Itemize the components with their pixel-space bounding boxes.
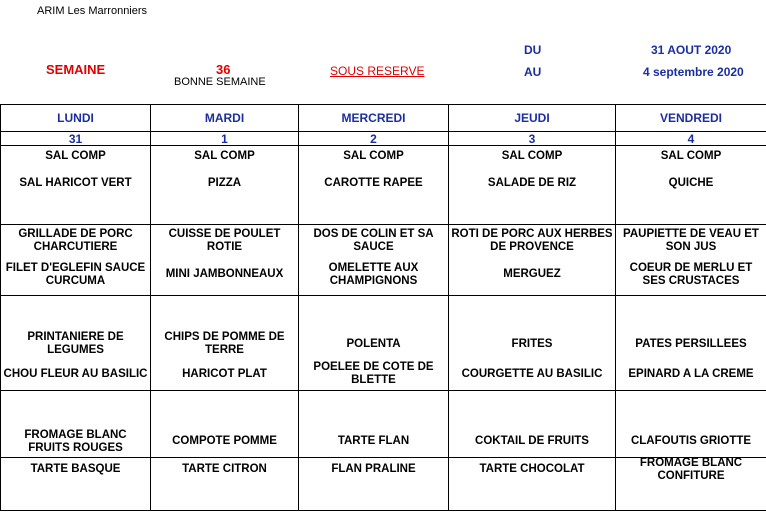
dessert-item: FLAN PRALINE — [331, 463, 416, 475]
dairy-item: COMPOTE POMME — [172, 435, 277, 447]
to-label: AU — [524, 65, 542, 79]
dairy-cell — [616, 391, 766, 458]
starter-item: SAL HARICOT VERT — [19, 177, 132, 189]
day-number: 31 — [1, 132, 151, 146]
main-dish-item: OMELETTE AUX CHAMPIGNONS — [328, 262, 419, 287]
side-dish-item: PATES PERSILLEES — [635, 338, 747, 350]
dessert-cell — [299, 458, 449, 511]
day-header: MERCREDI — [299, 105, 449, 132]
dairy-cell — [299, 391, 449, 458]
day-number: 4 — [616, 132, 766, 146]
dairy-cell — [1, 391, 151, 458]
day-number: 2 — [299, 132, 449, 146]
side-dish-item: COURGETTE AU BASILIC — [461, 368, 603, 380]
side-dish-item: EPINARD A LA CREME — [628, 368, 754, 380]
mains-cell — [299, 225, 449, 296]
main-dish-item: GRILLADE DE PORC CHARCUTIERE — [18, 228, 133, 253]
date-to: 4 septembre 2020 — [643, 65, 744, 79]
side-dish-item: HARICOT PLAT — [182, 368, 267, 380]
dairy-item: COKTAIL DE FRUITS — [475, 435, 589, 447]
mains-cell — [449, 225, 616, 296]
dessert-cell — [616, 458, 766, 511]
dairy-item: TARTE FLAN — [337, 435, 410, 447]
day-number: 1 — [151, 132, 299, 146]
dessert-item: TARTE BASQUE — [30, 463, 121, 475]
day-header: JEUDI — [449, 105, 616, 132]
dairy-item: FROMAGE BLANC FRUITS ROUGES — [24, 429, 127, 454]
starter-item: QUICHE — [668, 177, 714, 189]
day-number: 3 — [449, 132, 616, 146]
starters-cell — [616, 146, 766, 225]
mains-cell — [151, 225, 299, 296]
main-dish-item: COEUR DE MERLU ET SES CRUSTACES — [629, 262, 753, 287]
starter-item: SAL COMP — [501, 150, 563, 162]
dairy-item: CLAFOUTIS GRIOTTE — [630, 435, 752, 447]
dessert-cell — [1, 458, 151, 511]
week-type: BONNE SEMAINE — [174, 76, 266, 88]
dairy-cell — [449, 391, 616, 458]
main-dish-item: CUISSE DE POULET ROTIE — [168, 228, 281, 253]
starters-cell — [151, 146, 299, 225]
main-dish-item: PAUPIETTE DE VEAU ET SON JUS — [623, 228, 759, 253]
mains-cell — [1, 225, 151, 296]
dairy-cell — [151, 391, 299, 458]
starter-item: SAL COMP — [45, 150, 106, 162]
from-label: DU — [524, 43, 542, 57]
starters-cell — [299, 146, 449, 225]
main-dish-item: MINI JAMBONNEAUX — [165, 268, 284, 280]
sides-cell — [1, 296, 151, 391]
organization-name: ARIM Les Marronniers — [37, 5, 148, 17]
starter-item: SAL COMP — [343, 150, 404, 162]
day-header: MARDI — [151, 105, 299, 132]
dessert-item: TARTE CHOCOLAT — [479, 463, 585, 475]
dessert-item: TARTE CITRON — [182, 463, 267, 475]
sides-cell — [616, 296, 766, 391]
starter-item: PIZZA — [207, 177, 242, 189]
main-dish-item: ROTI DE PORC AUX HERBES DE PROVENCE — [451, 228, 613, 253]
mains-cell — [616, 225, 766, 296]
side-dish-item: POLENTA — [346, 338, 401, 350]
week-label: SEMAINE — [46, 62, 106, 77]
reserve-notice: SOUS RESERVE — [330, 64, 425, 78]
sides-cell — [299, 296, 449, 391]
starter-item: SAL COMP — [660, 150, 722, 162]
side-dish-item: CHOU FLEUR AU BASILIC — [3, 368, 148, 380]
sides-cell — [449, 296, 616, 391]
side-dish-item: PRINTANIERE DE LEGUMES — [27, 331, 124, 356]
sides-cell — [151, 296, 299, 391]
day-header: VENDREDI — [616, 105, 766, 132]
dessert-item: FROMAGE BLANC CONFITURE — [639, 457, 743, 482]
main-dish-item: MERGUEZ — [503, 268, 561, 280]
week-number: 36 — [216, 62, 231, 77]
starters-cell — [449, 146, 616, 225]
side-dish-item: CHIPS DE POMME DE TERRE — [164, 331, 285, 356]
day-header: LUNDI — [1, 105, 151, 132]
main-dish-item: DOS DE COLIN ET SA SAUCE — [313, 228, 434, 253]
side-dish-item: FRITES — [511, 338, 553, 350]
dessert-cell — [449, 458, 616, 511]
menu-table — [0, 104, 766, 511]
starter-item: SAL COMP — [194, 150, 255, 162]
side-dish-item: POELEE DE COTE DE BLETTE — [313, 361, 434, 386]
main-dish-item: FILET D'EGLEFIN SAUCE CURCUMA — [5, 262, 146, 287]
dessert-cell — [151, 458, 299, 511]
date-from: 31 AOUT 2020 — [651, 43, 732, 57]
starters-cell — [1, 146, 151, 225]
starter-item: SALADE DE RIZ — [487, 177, 577, 189]
starter-item: CAROTTE RAPEE — [324, 177, 423, 189]
